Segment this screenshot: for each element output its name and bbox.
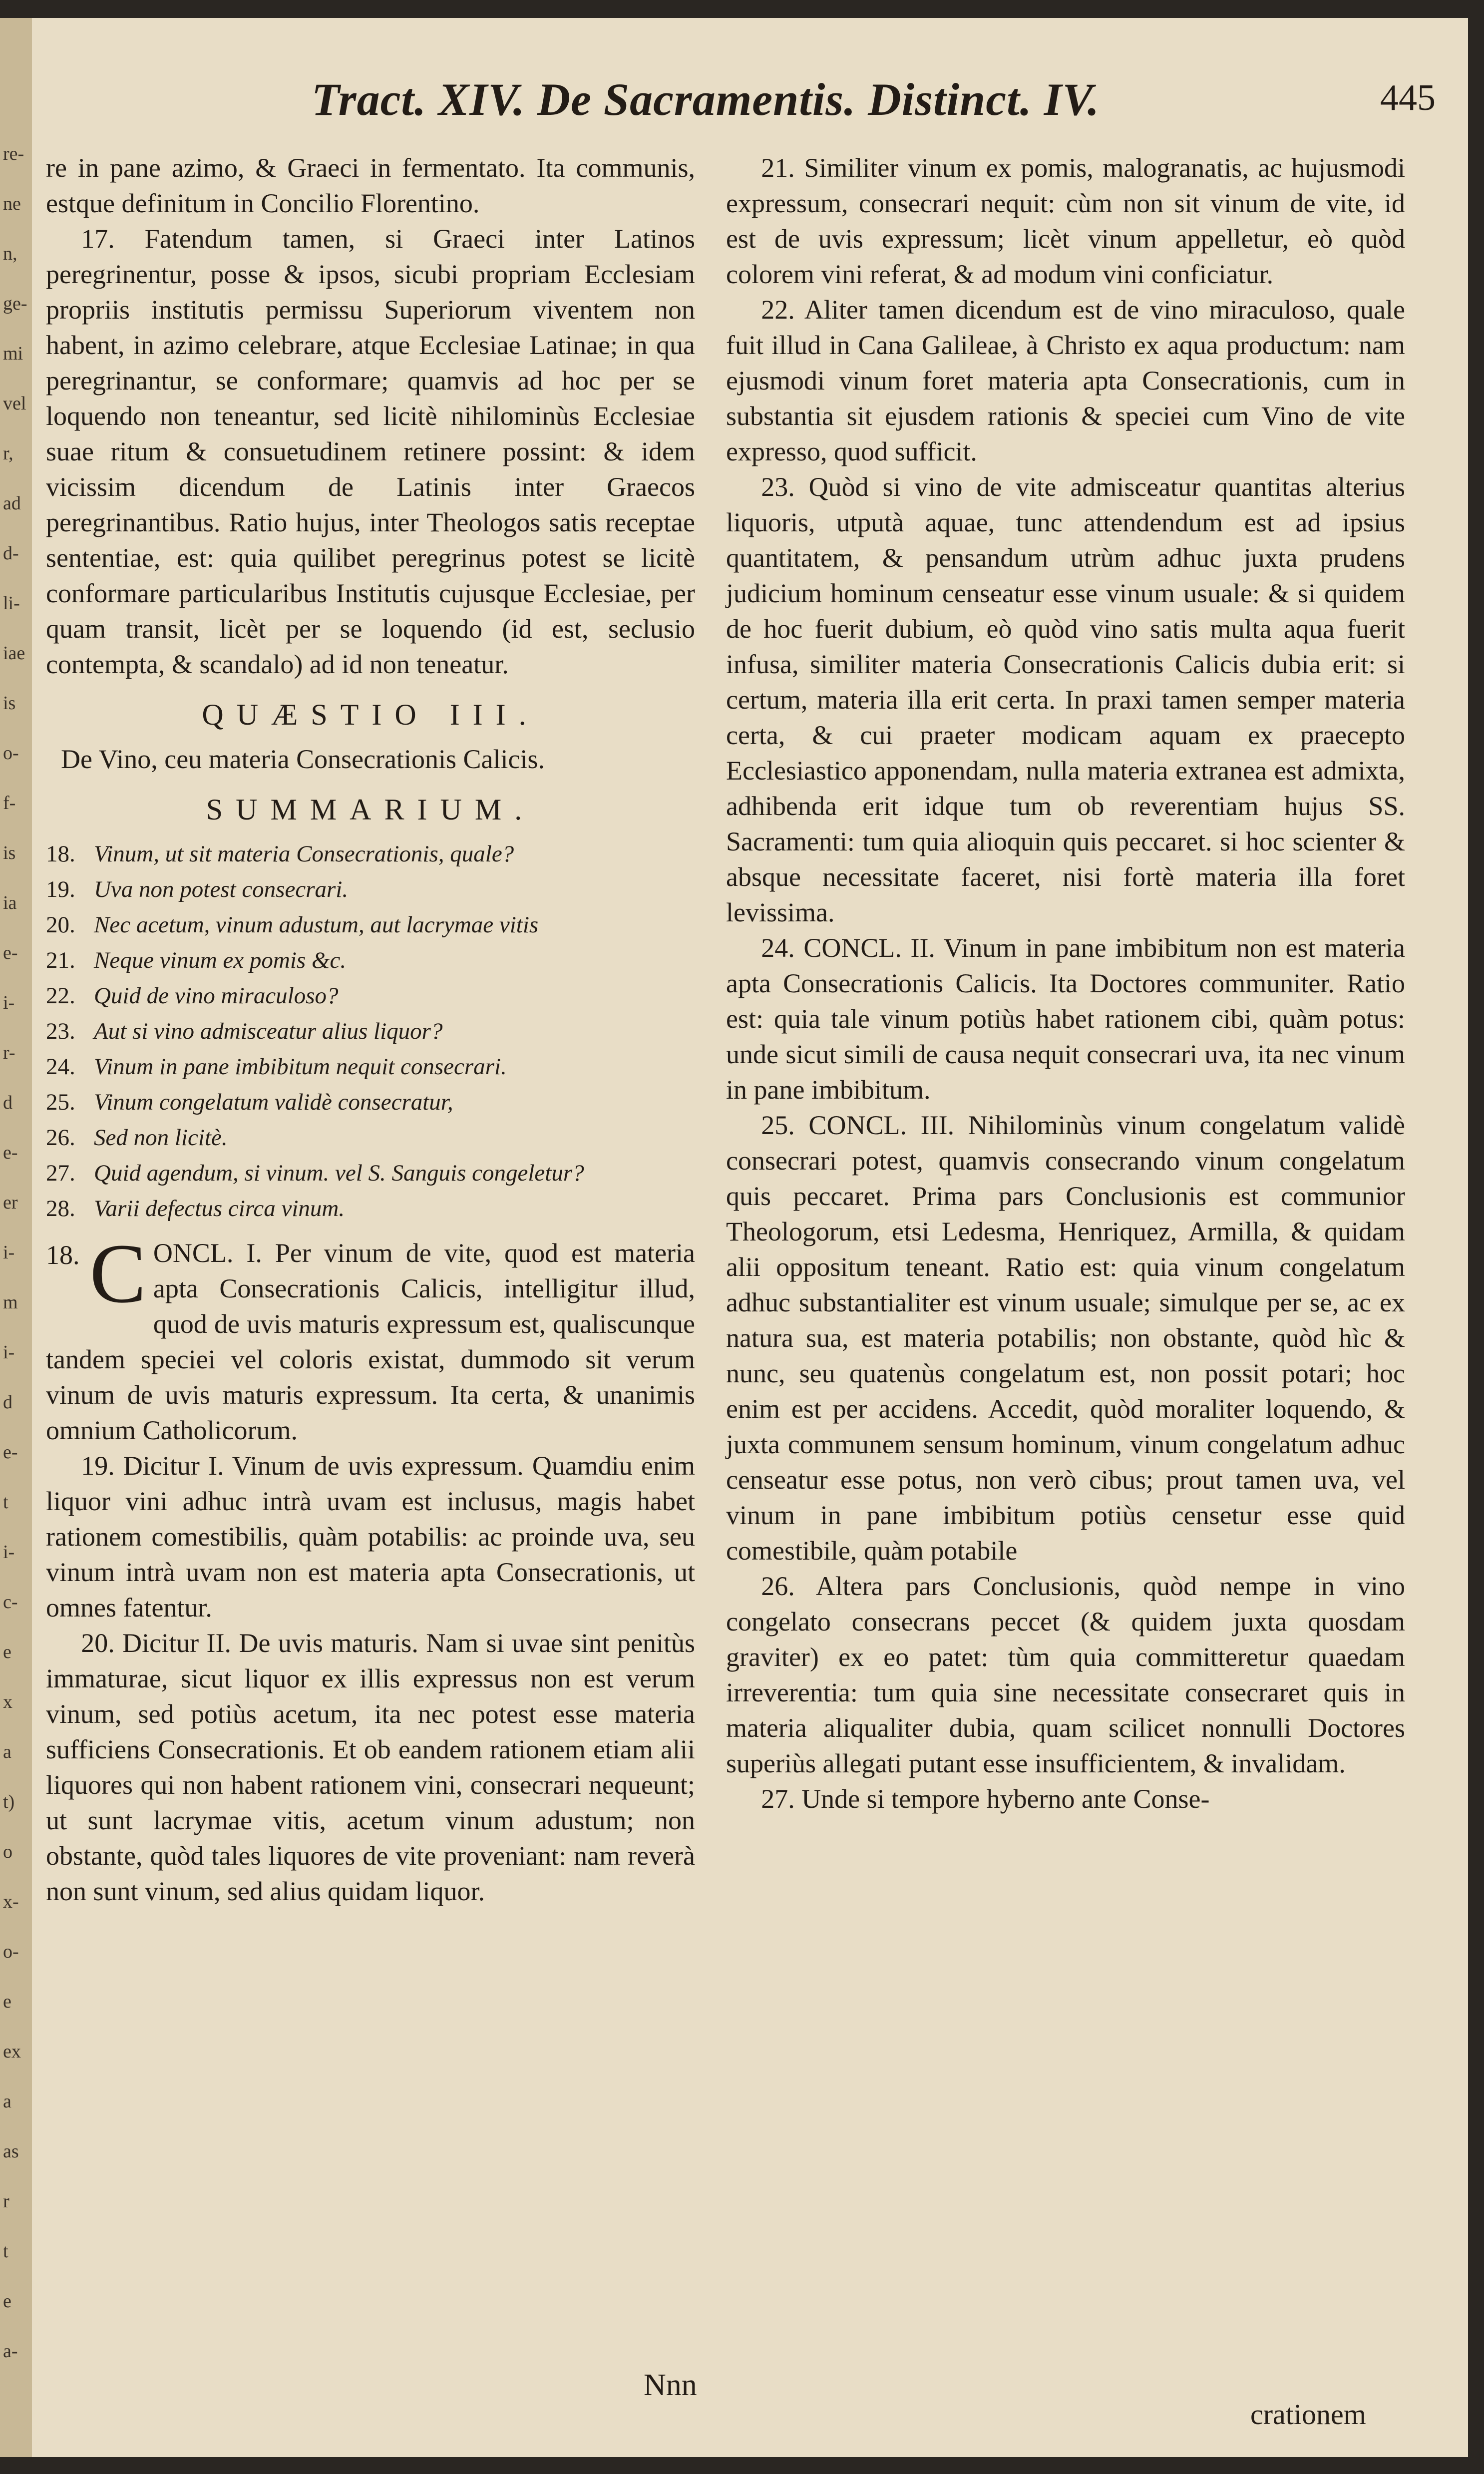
facing-page-fragment: a bbox=[3, 2091, 11, 2112]
summarium-heading: SUMMARIUM. bbox=[206, 793, 535, 826]
summary-item-text: Vinum congelatum validè consecratur, bbox=[94, 1089, 453, 1115]
summary-item bbox=[46, 1120, 695, 1156]
facing-page-fragment: o bbox=[3, 1841, 12, 1862]
facing-page-fragment: vel bbox=[3, 393, 26, 414]
paragraph-20: 20. Dicitur II. De uvis maturis. Nam si uvae sint penitùs immaturae, sicut liquor ex illis expressus non est verum vinum, sed potiùs acetum, ita nec potest esse materia sufficiens Consecrationis. Et ob eandem rationem etiam alii liquores qui non habent rationem vini, consecrari nequeunt; ut sunt lacrymae vitis, acetum vinum adustum; non obstante, quòd tales liquores de vite proveniant: nam reverà non sunt vinum, sed alius quidam liquor. bbox=[46, 1628, 695, 1906]
facing-page-fragment: a bbox=[3, 1741, 11, 1762]
facing-page-fragment: ad bbox=[3, 493, 21, 514]
summary-item bbox=[46, 1191, 695, 1227]
summary-item-number: 24. bbox=[46, 1054, 75, 1080]
summary-item bbox=[46, 1156, 695, 1191]
facing-page-fragment: x- bbox=[3, 1891, 19, 1912]
facing-page-fragment: d bbox=[3, 1392, 12, 1413]
summary-item-text: Quid agendum, si vinum. vel S. Sanguis congeletur? bbox=[94, 1160, 584, 1186]
facing-page-fragment: f- bbox=[3, 793, 16, 814]
paragraph-23: 23. Quòd si vino de vite admisceatur quantitas alterius liquoris, utputà aquae, tunc attendendum est ad ipsius quantitatem, & pensandum utrùm adhuc juxta prudens judicium hominum censeatur esse vinum usuale: & si quidem de hoc fuerit dubium, eò quòd vino satis multa aqua fuerit infusa, similiter materia Consecrationis Calicis dubia erit: si certum, materia illa erit certa. In praxi tamen semper materia certa, & cui praeter modicam aquam ex praecepto Ecclesiastico apponendam, nulla materia extranea est admixta, adhibenda erit idque tum ob reverentiam hujus SS. Sacramenti: tum quia alioquin quis peccaret. si hoc scienter & absque necessitate faceret, nisi fortè materia illa foret levissima. bbox=[726, 472, 1405, 927]
facing-page-margin bbox=[0, 18, 35, 2457]
summary-item-text: Uva non potest consecrari. bbox=[94, 876, 349, 902]
summary-list bbox=[46, 836, 695, 1227]
paragraph-18 bbox=[46, 1227, 695, 1448]
paragraph-18-text: ONCL. I. Per vinum de vite, quod est materia apta Consecrationis Calicis, intelligitur illud, quod de uvis maturis expressum est, qualiscunque tandem speciei vel coloris existat, dummodo sit verum vinum de uvis maturis expressum. Ita certa, & unanimis omnium Catholicorum. bbox=[46, 1238, 695, 1445]
facing-page-fragment: iae bbox=[3, 643, 25, 664]
facing-page-fragment: ex bbox=[3, 2041, 21, 2062]
summary-item-text: Aut si vino admisceatur alius liquor? bbox=[94, 1018, 443, 1044]
facing-page-fragment: d- bbox=[3, 543, 19, 564]
facing-page-fragment: t bbox=[3, 2241, 8, 2262]
summary-item-number: 28. bbox=[46, 1196, 75, 1222]
paragraph-24: 24. CONCL. II. Vinum in pane imbibitum non est materia apta Consecrationis Calicis. Ita Doctores communiter. Ratio est: quia tale vinum potiùs habet rationem cibi, quàm potus: unde sicut simili de causa nequit consecrari uva, ita nec vinum in pane imbibitum. bbox=[726, 933, 1405, 1105]
summary-item-text: Quid de vino miraculoso? bbox=[94, 983, 339, 1009]
facing-page-fragment: c- bbox=[3, 1592, 18, 1613]
drop-cap: C bbox=[89, 1227, 146, 1320]
summary-item-text: Varii defectus circa vinum. bbox=[94, 1196, 345, 1222]
paragraph-26: 26. Altera pars Conclusionis, quòd nempe in vino congelato consecrans peccet (& quidem juxta quosdam graviter) ex eo patet: tùm quia committeretur quaedam irreverentia: tum quia sine necessitate consecraret quis in materia aliqualiter dubia, quam scilicet nonnulli Doctores superiùs allegati putant esse insufficientem, & invalidam. bbox=[726, 1571, 1405, 1778]
facing-page-fragment: n, bbox=[3, 243, 17, 264]
facing-page-fragment: i- bbox=[3, 1342, 15, 1363]
facing-page-fragment: i- bbox=[3, 1542, 15, 1563]
catchword: crationem bbox=[1250, 2398, 1366, 2431]
facing-page-fragment: er bbox=[3, 1192, 18, 1213]
quaestio-title: De Vino, ceu materia Consecrationis Calicis. bbox=[61, 744, 545, 774]
summary-item bbox=[46, 1014, 695, 1049]
book-page bbox=[32, 18, 1468, 2457]
summary-item bbox=[46, 943, 695, 978]
facing-page-fragment: e bbox=[3, 1642, 11, 1662]
summary-item-number: 23. bbox=[46, 1018, 75, 1044]
summary-item-text: Neque vinum ex pomis &c. bbox=[94, 947, 347, 973]
facing-page-fragment: m bbox=[3, 1292, 18, 1313]
facing-page-fragment: e bbox=[3, 2291, 11, 2312]
right-column bbox=[726, 150, 1405, 1817]
facing-page-fragment: r, bbox=[3, 443, 13, 464]
facing-page-fragment: as bbox=[3, 2141, 19, 2162]
facing-page-fragment: e- bbox=[3, 1142, 18, 1163]
summary-item-number: 26. bbox=[46, 1125, 75, 1151]
paragraph-25: 25. CONCL. III. Nihilominùs vinum congelatum validè consecrari potest, quamvis consecrando vinum congelatum quis peccaret. Prima pars Conclusionis est communior Theologorum, etsi Ledesma, Henriquez, Armilla, & quidam alii oppositum teneant. Ratio est: quia vinum congelatum adhuc substantialiter est vinum usuale; simulque per se, ac ex natura sua, est materia potabilis; non obstante, quòd hìc & nunc, seu quatenùs congelatum est, non possit potari; hoc enim est per accidens. Accedit, quòd moraliter loquendo, & juxta communem sensum hominum, vinum congelatum adhuc censeatur esse potus, non verò cibus; prout tamen uva, vel vinum in pane imbibitum potiùs censetur esse quid comestibile, quàm potabile bbox=[726, 1110, 1405, 1566]
facing-page-fragment: i- bbox=[3, 1242, 15, 1263]
summary-item-number: 19. bbox=[46, 876, 75, 902]
facing-page-fragment: i- bbox=[3, 992, 15, 1013]
facing-page-fragment: t) bbox=[3, 1791, 15, 1812]
facing-page-fragment: x bbox=[3, 1691, 12, 1712]
summary-item-number: 20. bbox=[46, 912, 75, 938]
summary-item bbox=[46, 1049, 695, 1085]
summary-item-number: 18. bbox=[46, 841, 75, 867]
summary-item-number: 22. bbox=[46, 983, 75, 1009]
facing-page-fragment: t bbox=[3, 1492, 8, 1513]
paragraph-17: 17. Fatendum tamen, si Graeci inter Latinos peregrinentur, posse & ipsos, sicubi propriam Ecclesiam propriis institutis permissu Superiorum viventem non habent, in azimo celebrare, atque Ecclesiae Latinae; in qua peregrinantur, se conformare; quamvis ad hoc per se loquendo non teneantur, sed licitè nihilominùs Ecclesiae suae ritum & consuetudinem retinere possint: & idem vicissim dicendum de Latinis inter Graecos peregrinantibus. Ratio hujus, inter Theologos satis receptae sententiae, est: quia quilibet peregrinus potest se licitè conformare particularibus Institutis cujusque Ecclesiae, per quam transit, licèt per se loquendo (id est, seclusio contempta, & scandalo) ad id non teneatur. bbox=[46, 224, 695, 679]
facing-page-fragment: e- bbox=[3, 942, 18, 963]
facing-page-fragment: o- bbox=[3, 743, 19, 764]
facing-page-fragment: e bbox=[3, 1991, 11, 2012]
left-column bbox=[46, 150, 695, 1909]
summary-item bbox=[46, 1085, 695, 1120]
paragraph-22: 22. Aliter tamen dicendum est de vino miraculoso, quale fuit illud in Cana Galileae, à Christo ex aqua productum: nam ejusmodi vinum foret materia apta Consecrationis, cum in substantia sit ejusdem rationis & speciei cum Vino de vite expresso, quod sufficit. bbox=[726, 295, 1405, 466]
facing-page-fragment: o- bbox=[3, 1941, 19, 1962]
summary-item bbox=[46, 978, 695, 1014]
summary-item bbox=[46, 872, 695, 907]
summary-item bbox=[46, 907, 695, 943]
summary-item-text: Sed non licitè. bbox=[94, 1125, 228, 1151]
summary-item-number: 21. bbox=[46, 947, 75, 973]
summary-item-number: 27. bbox=[46, 1160, 75, 1186]
facing-page-fragment: ne bbox=[3, 193, 21, 214]
paragraph-18-number: 18. bbox=[46, 1240, 80, 1270]
summary-item-text: Vinum in pane imbibitum nequit consecrari. bbox=[94, 1054, 507, 1080]
summary-item-text: Nec acetum, vinum adustum, aut lacrymae vitis bbox=[94, 912, 539, 938]
summary-item-text: Vinum, ut sit materia Consecrationis, quale? bbox=[94, 841, 514, 867]
summary-item bbox=[46, 836, 695, 872]
facing-page-fragment: a- bbox=[3, 2341, 18, 2362]
facing-page-fragment: is bbox=[3, 693, 16, 714]
paragraph-continued: re in pane azimo, & Graeci in fermentato. Ita communis, estque definitum in Concilio Florentino. bbox=[46, 153, 695, 218]
facing-page-fragment: li- bbox=[3, 593, 20, 614]
paragraph-27: 27. Unde si tempore hyberno ante Conse- bbox=[761, 1784, 1210, 1814]
facing-page-fragment: r- bbox=[3, 1042, 15, 1063]
quaestio-heading: QUÆSTIO III. bbox=[202, 698, 539, 731]
facing-page-fragment: ia bbox=[3, 892, 17, 913]
signature-mark: Nnn bbox=[644, 2368, 697, 2402]
facing-page-fragment: is bbox=[3, 842, 16, 863]
facing-page-fragment: e- bbox=[3, 1442, 18, 1463]
facing-page-fragment: mi bbox=[3, 343, 23, 364]
facing-page-fragment: ge- bbox=[3, 293, 27, 314]
page-number: 445 bbox=[1380, 77, 1436, 118]
facing-page-fragment: re- bbox=[3, 143, 24, 164]
summary-item-number: 25. bbox=[46, 1089, 75, 1115]
facing-page-fragment: r bbox=[3, 2191, 9, 2212]
paragraph-19: 19. Dicitur I. Vinum de uvis expressum. Quamdiu enim liquor vini adhuc intrà uvam est inclusus, magis habet rationem comestibilis, quàm potabilis: ac proinde uva, seu vinum intrà uvam non est materia apta Consecrationis, ut omnes fatentur. bbox=[46, 1451, 695, 1623]
running-header: Tract. XIV. De Sacramentis. Distinct. IV. bbox=[312, 74, 1100, 125]
facing-page-fragment: d bbox=[3, 1092, 12, 1113]
paragraph-21: 21. Similiter vinum ex pomis, malogranatis, ac hujusmodi expressum, consecrari nequit: cùm non sit vinum de vite, id est de uvis expressum; licèt vinum appelletur, eò quòd colorem vini referat, & ad modum vini conficiatur. bbox=[726, 153, 1405, 289]
